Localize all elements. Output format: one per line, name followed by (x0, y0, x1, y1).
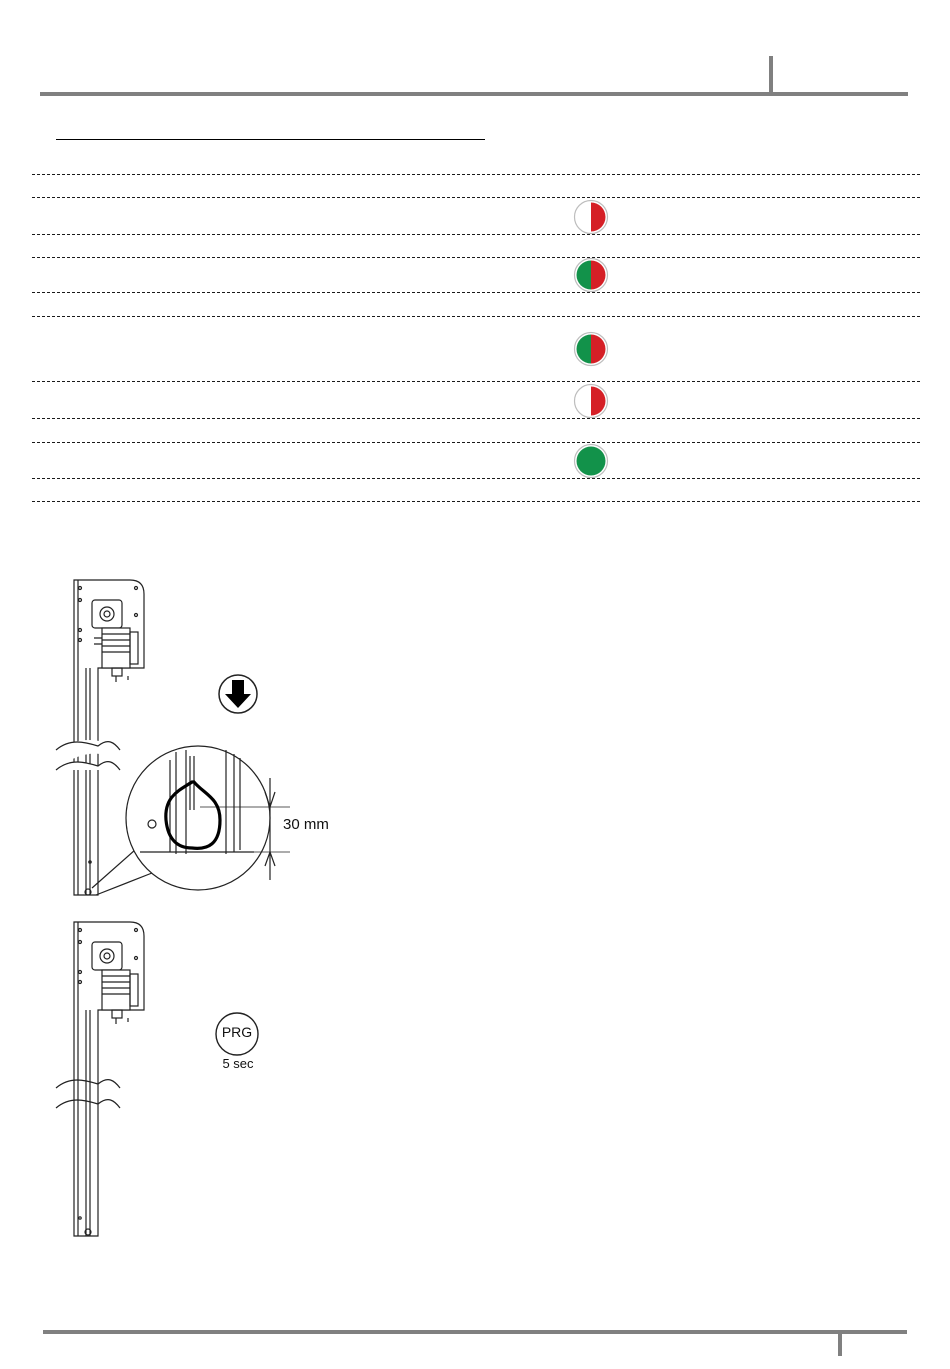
prg-button-label: PRG (221, 1024, 253, 1040)
table-divider (32, 381, 920, 382)
half-red-icon (573, 199, 609, 235)
table-divider (32, 257, 920, 258)
table-divider (32, 234, 920, 235)
table-divider (32, 316, 920, 317)
green-red-icon (573, 257, 609, 293)
footer-rule (43, 1330, 907, 1334)
table-divider (32, 174, 920, 175)
header-tick (769, 56, 773, 94)
green-icon (573, 443, 609, 479)
footer-tick (838, 1332, 842, 1356)
section-title-underline (56, 139, 485, 140)
table-divider (32, 292, 920, 293)
table-divider (32, 478, 920, 479)
table-divider (32, 197, 920, 198)
down-arrow-icon (219, 675, 257, 713)
motor-post-figure-1 (40, 570, 350, 900)
green-red-icon (573, 331, 609, 367)
prg-duration-label: 5 sec (222, 1056, 254, 1071)
half-red-icon (573, 383, 609, 419)
motor-post-figure-2 (40, 918, 280, 1240)
table-divider (32, 418, 920, 419)
dimension-label: 30 mm (283, 816, 329, 833)
header-rule (40, 92, 908, 96)
table-divider (32, 501, 920, 502)
table-divider (32, 442, 920, 443)
